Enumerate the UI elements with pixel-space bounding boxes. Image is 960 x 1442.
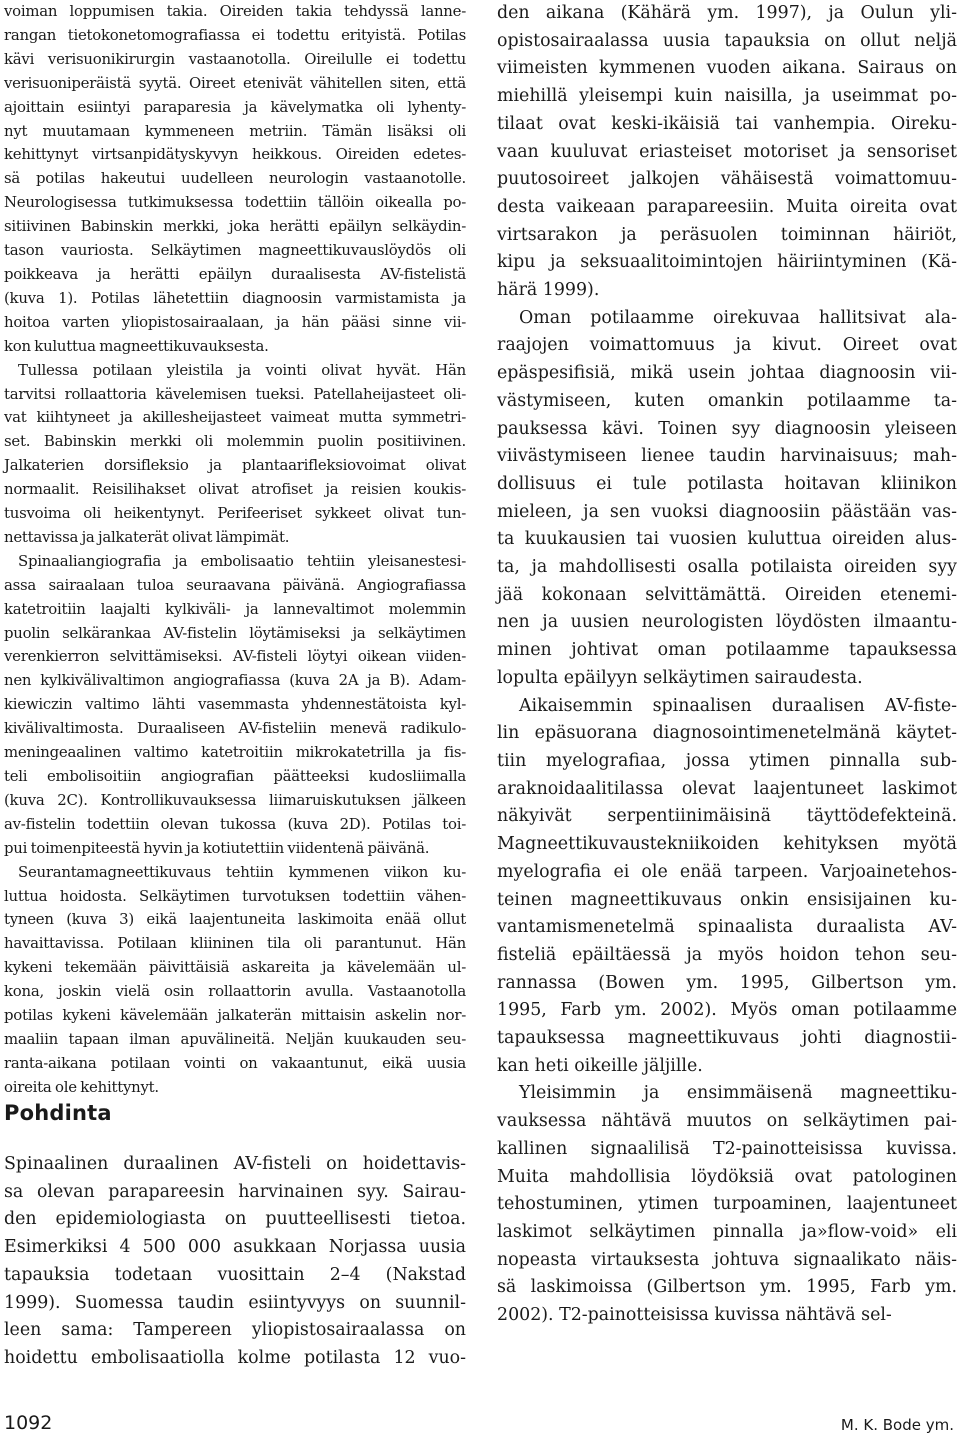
text-line: raajojen voimattomuus ja kivut. Oireet ovat [497, 335, 957, 356]
text-line: rannassa (Bowen ym. 1995, Gilbertson ym. [497, 972, 957, 993]
text-line: katetroitiin laajalti kylkiväli- ja lannevaltimot molemmin [4, 599, 466, 618]
text-line: teli embolisoitiin angiografian päätteeksi kudosliimalla [4, 767, 466, 785]
text-line: kiewiczin valtimo lähti vasemmasta yhdennestätoista kyl- [4, 695, 466, 714]
text-line: luttua hoidosta. Selkäytimen turvotuksen todettiin vähen- [4, 886, 466, 905]
text-line: nettavissa ja jalkaterät olivat lämpimät. [4, 527, 290, 546]
text-line: vaan kuuluvat eriasteiset motoriset ja sensoriset [497, 141, 957, 162]
text-line: set. Babinskin merkki oli molemmin puolin positiivinen. [4, 432, 466, 451]
text-line: tapauksia todetaan vuosittain 2–4 (Nakstad [4, 1264, 466, 1285]
text-line: vat kiihtyneet ja akillesheijasteet vaimeat mutta symmetri- [4, 408, 466, 427]
text-line: myelografia ei ole enää tarpeen. Varjoainetehos- [497, 861, 957, 882]
text-line: maaliin tapaan ilman apuvälineitä. Neljän kuukauden seu- [4, 1029, 466, 1048]
text-line: normaalit. Reisilihakset olivat atrofiset ja reisien koukis- [4, 480, 466, 499]
text-line: tyneen (kuva 3) eikä laajentuneita laskimoita enää ollut [4, 910, 466, 929]
running-footer-authors: M. K. Bode ym. [840, 1416, 954, 1434]
section-heading: Pohdinta [4, 1101, 112, 1125]
text-line: lopulta epäilyyn selkäytimen sairaudesta. [497, 667, 863, 688]
text-line: tiin myelografiaa, jossa ytimen pinnalla sub- [497, 750, 957, 771]
paragraph-angiography [4, 550, 466, 861]
text-line: Tullessa potilaan yleistila ja vointi olivat hyvät. Hän [18, 360, 466, 379]
text-line: mieleen, ja sen vuoksi diagnoosiin päästään vas- [497, 501, 957, 522]
text-line: vauksessa nähtävä muutos on selkäytimen pai- [497, 1111, 957, 1132]
paragraph [497, 305, 957, 693]
text-line: tusvoima oli heikentynyt. Perifeeriset sykkeet olivat tun- [4, 504, 466, 523]
text-line: Esimerkiksi 4 500 000 asukkaan Norjassa uusia [4, 1237, 466, 1258]
text-line: näkyivät serpentiinimäisinä täyttödefekteinä. [497, 806, 957, 827]
text-line: viivästymiseen lienee taudin harvinaisuus; mah- [497, 446, 957, 467]
text-line: Seurantamagneettikuvaus tehtiin kymmenen viikon ku- [18, 862, 466, 881]
text-line: meningeaalinen valtimo katetroitiin mikrokatetrilla ja fis- [4, 743, 466, 762]
text-line: sitiivinen Babinskin merkki, joka herätti epäilyn selkäydin- [4, 217, 466, 236]
text-line: tapauksessa magneettikuvaus johti diagnostii- [497, 1028, 957, 1049]
text-line: sä laskimoissa (Gilbertson ym. 1995, Farb ym. [497, 1277, 957, 1298]
text-line: hoidettu embolisaatiolla kolme potilasta 12 vuo- [4, 1347, 466, 1368]
text-line: ta, ja mahdollisesti osalla potilaista oireiden syy [497, 557, 957, 578]
text-line: fisteliä epäiltäessä ja myös hoidon tehon seu- [497, 944, 957, 965]
text-line: sä potilas hakeutui uudelleen neurologin vastaanotolle. [4, 169, 466, 188]
right-column-discussion [497, 0, 957, 1330]
text-line: virtsarakon ja peräsuolen toiminnan häiriöt, [497, 224, 957, 245]
text-line: viimeisten kymmenen vuoden aikana. Sairaus on [497, 58, 957, 79]
text-line: hoitoa varten yliopistosairaalaan, ja hän pääsi sinne vii- [4, 312, 466, 331]
text-line: lin epäsuorana diagnosointimenetelmänä käytet- [497, 723, 957, 744]
text-line: oireita ole kehittynyt. [4, 1077, 159, 1096]
text-line: sa olevan parapareesin harvinainen syy. Sairau- [4, 1181, 466, 1202]
left-column-discussion [4, 1151, 466, 1373]
text-line: ranta-aikana potilaan vointi on vakaantunut, eikä uusia [4, 1053, 466, 1072]
paragraph [497, 1080, 957, 1329]
text-line: kallinen signaalilisä T2-painotteisissa kuvissa. [497, 1138, 957, 1159]
text-line: poikkeava ja herätti epäilyn duraalisesta AV-fistelistä [4, 264, 466, 283]
text-line: kykeni tekemään päivittäisiä askareita ja kävelemään ul- [4, 958, 466, 977]
text-line: Jalkaterien dorsifleksio ja plantaarifleksiovoimat olivat [4, 456, 466, 475]
text-line: Spinaalinen duraalinen AV-fisteli on hoidettavis- [4, 1154, 466, 1174]
text-line: Oman potilaamme oirekuvaa hallitsivat ala- [519, 307, 957, 328]
text-line: pauksessa kävi. Toinen syy diagnoosin yleiseen [497, 418, 957, 439]
text-line: teinen magneettikuvaus onkin ensisijainen ku- [497, 889, 957, 910]
text-line: puutosoireet jalkojen vähäisestä voimattomuu- [497, 169, 957, 190]
text-line: verenkierron selvittämiseksi. AV-fisteli löytyi oikean viiden- [4, 647, 466, 666]
text-line: 1995, Farb ym. 2002). Myös oman potilaamme [497, 1000, 957, 1021]
text-line: assa sairaalaan tuloa seuraavana päivänä. Angiografiassa [4, 575, 466, 594]
text-line: epäspesifisiä, mikä usein johtaa diagnoosin vii- [497, 363, 957, 384]
paragraph [497, 0, 957, 305]
text-line: tarvitsi rollaattoria kävelemisen tueksi. Patellaheijasteet oli- [4, 384, 466, 403]
text-line: pui toimenpiteestä hyvin ja kotiutettiin viidentenä päivänä. [4, 838, 430, 857]
text-line: verisuoniperäistä syytä. Oireet etenivät vähitellen siten, että [4, 73, 466, 92]
text-line: Spinaaliangiografia ja embolisaatio tehtiin yleisanestesi- [18, 551, 466, 570]
text-line: rangan tietokonetomografiassa ei todettu erityistä. Potilas [4, 25, 466, 44]
text-line: kan heti oikeille jäljille. [497, 1055, 703, 1076]
text-line: tilaat ovat keski-ikäisiä tai vanhempia. Oireku- [497, 113, 957, 134]
paragraph [497, 693, 957, 1081]
text-line: dollisuus ei tule potilasta hoitavan kliinikon [497, 473, 957, 494]
text-line: tason vauriosta. Selkäytimen magneettikuvauslöydös oli [4, 241, 466, 260]
text-line: kehittynyt virtsanpidätyskyvyn heikkous. Oireiden edetes- [4, 145, 466, 164]
text-line: Muita mahdollisia löydöksiä ovat patologinen [497, 1166, 957, 1187]
paragraph-admission-status [4, 359, 466, 550]
text-line: nen ja uusien neurologisten löydösten ilmaantu- [497, 612, 957, 633]
text-line: Yleisimmin ja ensimmäisenä magneettiku- [519, 1083, 957, 1104]
text-line: nopeasta virtauksesta johtuva signaalikato näis- [497, 1249, 957, 1270]
text-line: kona, joskin vielä osin rollaattorin avulla. Vastaanotolla [4, 982, 466, 1001]
text-line: nen kylkivälivaltimon angiografiassa (kuva 2A ja B). Adam- [4, 671, 466, 690]
paragraph-follow-up [4, 861, 466, 1100]
text-line: den aikana (Kähärä ym. 1997), ja Oulun yli- [497, 3, 957, 23]
text-line: leen sama: Tampereen yliopistosairaalassa on [4, 1320, 466, 1341]
text-line: (kuva 2C). Kontrollikuvauksessa liimaruiskutuksen jälkeen [4, 790, 466, 809]
left-column-case-text [4, 0, 466, 1100]
text-line: (kuva 1). Potilas lähetettiin diagnoosin varmistamista ja [4, 288, 466, 307]
text-line: jää kokonaan selvittämättä. Oireiden etenemi- [497, 584, 957, 605]
text-line: 1999). Suomessa taudin esiintyvyys on suunnil- [4, 1292, 466, 1313]
text-line: härä 1999). [497, 280, 600, 301]
text-line: opistosairaalassa uusia tapauksia on ollut neljä [497, 30, 957, 51]
text-line: den epidemiologiasta on puutteellisesti tietoa. [4, 1209, 466, 1230]
paragraph-case-history [4, 0, 466, 359]
paragraph-discussion-intro [4, 1151, 466, 1373]
text-line: miehillä yleisempi kuin naisilla, ja useimmat po- [497, 86, 957, 107]
text-line: vantamismenetelmä spinaalista duraalista AV- [497, 917, 957, 938]
text-line: minen johtivat oman potilaamme tapauksessa [497, 640, 957, 661]
text-line: araknoidaalitilassa olevat laajentuneet laskimot [497, 778, 957, 799]
text-line: desta vaikeaan parapareesiin. Muita oireita ovat [497, 196, 957, 217]
text-line: voiman loppumisen takia. Oireiden takia tehdyssä lanne- [4, 2, 466, 20]
text-line: Neurologisessa tutkimuksessa todettiin tällöin oikealla po- [4, 193, 466, 212]
text-line: puolin selkärankaa AV-fistelin löytämiseksi ja selkäytimen [4, 623, 466, 642]
text-line: tehostuminen, ytimen turpoaminen, laajentuneet [497, 1194, 957, 1215]
text-line: kon kuluttua magneettikuvauksesta. [4, 336, 269, 355]
text-line: ta kuukausien tai vuosien kuluttua oireiden alus- [497, 529, 957, 550]
text-line: Magneettikuvaustekniikoiden kehityksen myötä [497, 834, 957, 855]
text-line: Aikaisemmin spinaalisen duraalisen AV-fiste- [519, 695, 957, 716]
text-line: västymiseen, kuten omankin potilaamme ta- [497, 390, 957, 411]
text-line: havaittavissa. Potilaan kliininen tila oli parantunut. Hän [4, 934, 466, 953]
text-line: av-fistelin todettiin olevan tukossa (kuva 2D). Potilas toi- [4, 814, 466, 833]
text-line: kävi verisuonikirurgin vastaanotolla. Oireilulle ei todettu [4, 49, 466, 68]
text-line: kivälivaltimosta. Duraaliseen AV-fisteliin menevä radikulo- [4, 719, 466, 738]
text-line: laskimot selkäytimen pinnalla ja»flow-void» eli [497, 1221, 957, 1242]
text-line: 2002). T2-painotteisissa kuvissa nähtävä sel- [497, 1305, 892, 1326]
page-number: 1092 [4, 1412, 53, 1434]
text-line: potilas kykeni kävelemään jalkaterän mittaisin askelin nor- [4, 1006, 466, 1025]
text-line: kipu ja seksuaalitoimintojen häiriintyminen (Kä- [497, 252, 957, 273]
text-line: nyt muutamaan kymmeneen metriin. Tämän lisäksi oli [4, 121, 466, 140]
text-line: ajoittain esiintyi paraparesia ja kävelymatka oli lyhenty- [4, 97, 466, 116]
